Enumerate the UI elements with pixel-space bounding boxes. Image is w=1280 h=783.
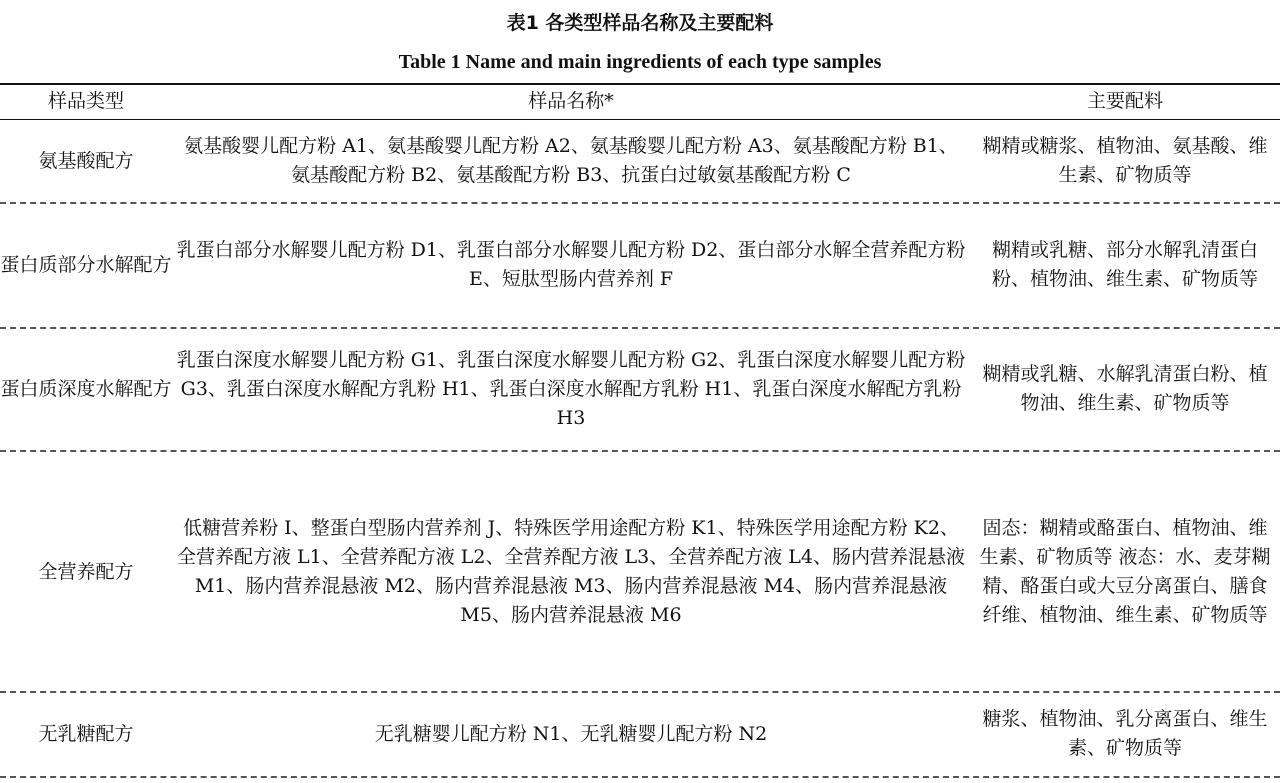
table-row-names: 无乳糖婴儿配方粉 N1、无乳糖婴儿配方粉 N2 <box>374 722 768 745</box>
table-row-type: 全营养配方 <box>38 560 134 583</box>
header-bottom-rule <box>0 119 1280 120</box>
table-caption-chinese: 表1 各类型样品名称及主要配料 <box>506 12 774 34</box>
table-caption-english: Table 1 Name and main ingredients of each type samples <box>398 51 882 73</box>
table-bottom-rule <box>0 776 1280 778</box>
table-row-ingredients: 糊精或乳糖、部分水解乳清蛋白粉、植物油、维生素、矿物质等 <box>991 239 1258 290</box>
table-row-type: 无乳糖配方 <box>38 722 134 745</box>
row-divider <box>0 450 1280 452</box>
table-top-rule <box>0 83 1280 85</box>
row-divider <box>0 202 1280 204</box>
row-divider <box>0 691 1280 693</box>
table-row-ingredients: 糊精或乳糖、水解乳清蛋白粉、植物油、维生素、矿物质等 <box>982 363 1268 414</box>
table-row-names: 乳蛋白深度水解婴儿配方粉 G1、乳蛋白深度水解婴儿配方粉 G2、乳蛋白深度水解婴儿配方粉 G3、乳蛋白深度水解配方乳粉 H1、乳蛋白深度水解配方乳粉 H1、乳蛋白深度水解配方乳粉 H3 <box>176 348 966 429</box>
table-row-names: 氨基酸婴儿配方粉 A1、氨基酸婴儿配方粉 A2、氨基酸婴儿配方粉 A3、氨基酸配方粉 B1、氨基酸配方粉 B2、氨基酸配方粉 B3、抗蛋白过敏氨基酸配方粉 C <box>184 135 958 186</box>
table-row-ingredients: 糖浆、植物油、乳分离蛋白、维生素、矿物质等 <box>982 708 1268 759</box>
header-main-ingredients: 主要配料 <box>1086 89 1163 112</box>
header-sample-type: 样品类型 <box>47 89 124 112</box>
table-row-type: 氨基酸配方 <box>38 149 134 172</box>
table-row-type: 蛋白质深度水解配方 <box>0 377 172 400</box>
row-divider <box>0 327 1280 329</box>
table-row-ingredients: 糊精或糖浆、植物油、氨基酸、维生素、矿物质等 <box>982 135 1268 186</box>
table-row-ingredients: 固态：糊精或酪蛋白、植物油、维生素、矿物质等 液态：水、麦芽糊精、酪蛋白或大豆分离蛋白、膳食纤维、植物油、维生素、矿物质等 <box>979 517 1271 626</box>
table-row-names: 乳蛋白部分水解婴儿配方粉 D1、乳蛋白部分水解婴儿配方粉 D2、蛋白部分水解全营养配方粉 E、短肽型肠内营养剂 F <box>176 239 966 290</box>
table-row-type: 蛋白质部分水解配方 <box>0 253 172 276</box>
header-sample-name: 样品名称* <box>528 89 614 112</box>
table-row-names: 低糖营养粉 I、整蛋白型肠内营养剂 J、特殊医学用途配方粉 K1、特殊医学用途配方粉 K2、全营养配方液 L1、全营养配方液 L2、全营养配方液 L3、全营养配方液 L4、肠内营养混悬液 M1、肠内营养混悬液 M2、肠内营养混悬液 M3、肠内营养混悬液 M4、肠内营养混悬液 M5、肠内营养混悬液 M6 <box>177 517 965 626</box>
